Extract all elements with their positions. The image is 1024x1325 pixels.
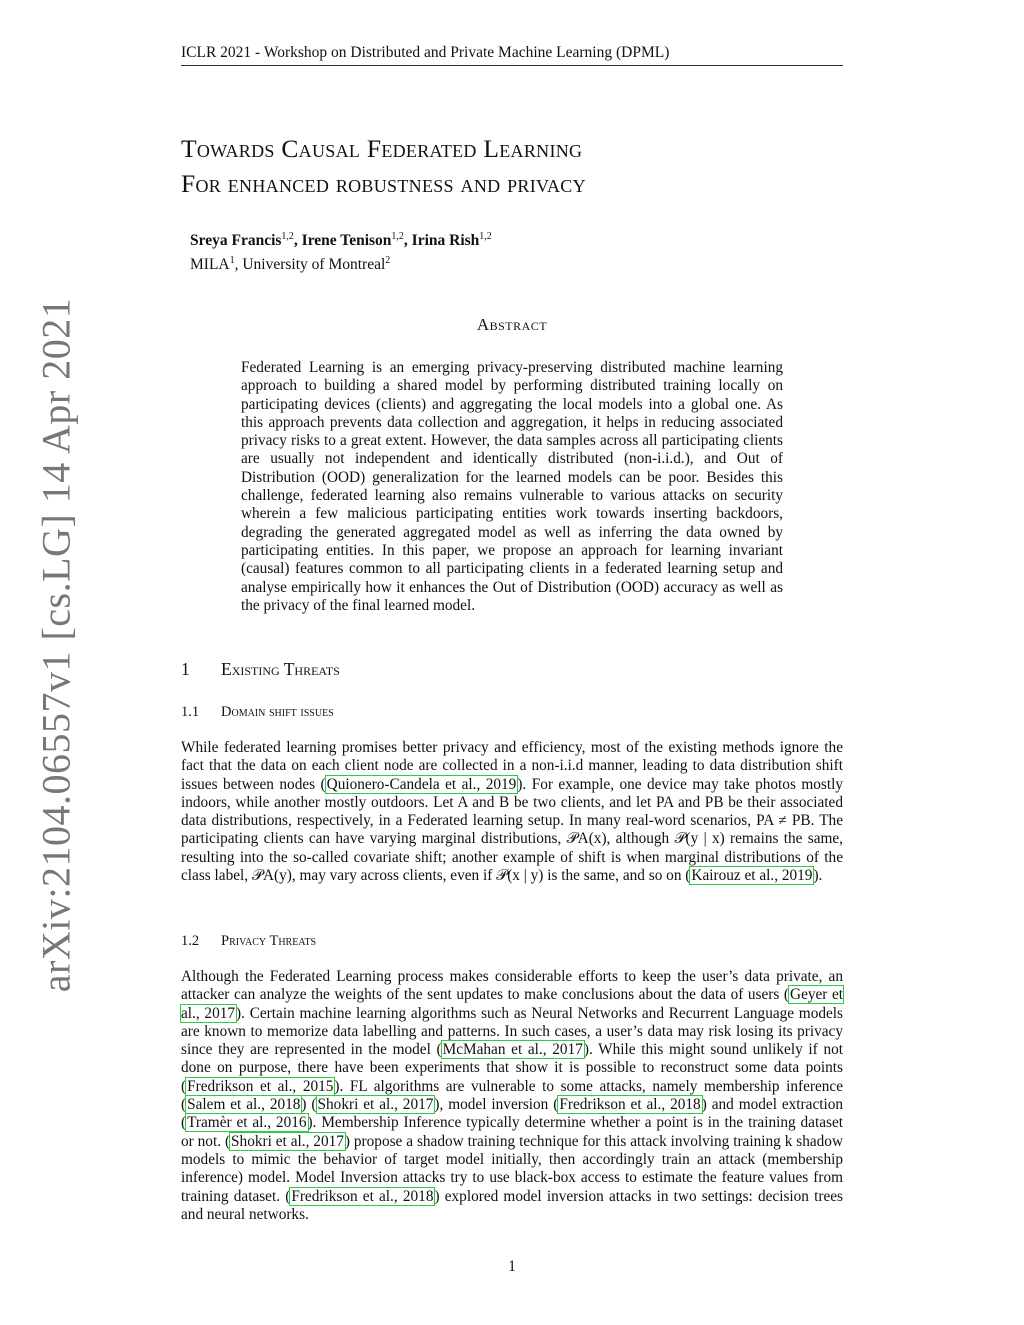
citation-link[interactable]: Fredrikson et al., 2018 [559, 1096, 701, 1114]
citation-link[interactable]: Kairouz et al., 2019 [691, 867, 813, 885]
title-line-1: Towards Causal Federated Learning [181, 134, 583, 163]
author-names: Sreya Francis$^{1,2}$, Irene Tenison$^{1,2}$, Irina Rish$^{1,2}$ [190, 231, 492, 250]
citation-link[interactable]: McMahan et al., 2017 [442, 1041, 583, 1059]
running-header: ICLR 2021 - Workshop on Distributed and Private Machine Learning (DPML) [181, 44, 670, 61]
abstract-heading: Abstract [476, 315, 548, 334]
citation-link[interactable]: Fredrikson et al., 2015 [187, 1077, 334, 1095]
citation-link[interactable]: Shokri et al., 2017 [317, 1096, 434, 1114]
title-line-2: For enhanced robustness and privacy [181, 169, 586, 198]
abstract-body: Federated Learning is an emerging privacy-preserving distributed machine learning approach to building a shared model by performing distributed training locally on participating devices (clients) and aggregating the local models into a global one. As this approach prevents data collection and aggregation, it helps in reducing associated privacy risks to a great extent. However, the data samples across all participating clients are usually not independent and identically distributed (non-i.i.d.), and Out of Distribution (OOD) generalization for the learned models can be poor. Besides this challenge, federated learning also remains vulnerable to various attacks on security wherein a few malicious participating entities work towards inserting backdoors, degrading the generated aggregated model as well as inferring the data owned by participating entities. In this paper, we propose an approach for learning invariant (causal) features common to all participating clients in a federated learning setup and analyse empirically how it enhances the Out of Distribution (OOD) accuracy as well as the privacy of the final learned model. [241, 359, 783, 614]
section-1-heading: 1 Existing Threats [181, 659, 340, 679]
citation-link[interactable]: Quionero-Candela et al., 2019 [326, 775, 517, 793]
paragraph-privacy-threats: Although the Federated Learning process makes considerable efforts to keep the user’s data private, an attacker can analyze the weights of the sent updates to make conclusions about the data of users (Geyer et al., 2017). Certain machine learning algorithms such as Neural Networks and Recurrent Language models are known to memorize data labelling and patterns. In such cases, a user’s data may risk losing its privacy since they are represented in the model (McMahan et al., 2017). While this might sound unlikely if not done on purpose, there have been experiments that show it is possible to reconstruct some data points (Fredrikson et al., 2015). FL algorithms are vulnerable to some attacks, namely membership inference (Salem et al., 2018) (Shokri et al., 2017), model inversion (Fredrikson et al., 2018) and model extraction (Tramèr et al., 2016). Membership Inference typically determine whether a point is in the training dataset or not. (Shokri et al., 2017) propose a shadow training technique for this attack involving training k shadow models to mimic the behavior of target model initially, then accordingly train an attack (membership inference) model. Model Inversion attacks try to use black-box access to estimate the feature values from training dataset. (Fredrikson et al., 2018) explored model inversion attacks in two settings: decision trees and neural networks. [181, 968, 844, 1223]
header-rule [181, 65, 843, 66]
author-2: Irene Tenison [301, 232, 392, 250]
paragraph-domain-shift: While federated learning promises better privacy and efficiency, most of the existing methods ignore the fact that the data on each client node are collected in a non-i.i.d manner, leading to data distribution shift issues between nodes (Quionero-Candela et al., 2019). For example, one device may take photos mostly indoors, while another mostly outdoors. Let A and B be two clients, and let PA and PB be their associated data distributions, respectively, in a Federated learning setup. In many real-word scenarios, PA ≠ PB. The participating clients can have varying marginal distributions, 𝒫A(x), although 𝒫(y | x) remains the same, resulting into the so-called covariate shift; another example of shift is when marginal distributions of the class label, 𝒫A(y), may vary across clients, even if 𝒫(x | y) is the same, and so on (Kairouz et al., 2019). [181, 739, 844, 885]
citation-link[interactable]: Salem et al., 2018 [187, 1096, 301, 1114]
subsection-1-2-heading: 1.2 Privacy Threats [181, 933, 317, 949]
citation-link[interactable]: Shokri et al., 2017 [231, 1132, 344, 1150]
affiliations: MILA$^1$, University of Montreal$^2$ [190, 255, 391, 274]
author-3: Irina Rish [411, 232, 480, 250]
paper-title [181, 131, 586, 201]
citation-link[interactable]: Tramèr et al., 2016 [187, 1114, 307, 1132]
arxiv-stamp: arXiv:2104.06557v1 [cs.LG] 14 Apr 2021 [33, 297, 79, 993]
citation-link[interactable]: Fredrikson et al., 2018 [291, 1187, 434, 1205]
citation-link[interactable]: Geyer et al., 2017 [181, 986, 844, 1022]
author-1: Sreya Francis [190, 232, 282, 250]
author-block [190, 227, 492, 275]
subsection-1-1-heading: 1.1 Domain shift issues [181, 704, 334, 720]
page-number: 1 [508, 1258, 516, 1275]
